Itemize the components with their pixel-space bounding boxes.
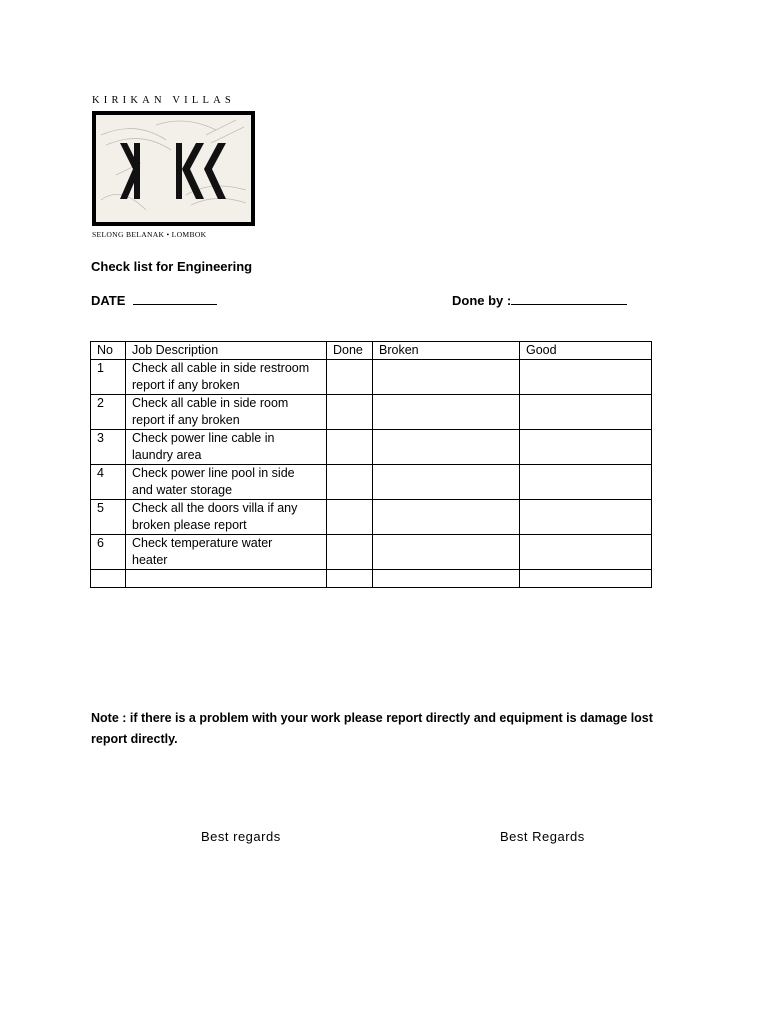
document-title: Check list for Engineering (91, 259, 253, 274)
header-job-description: Job Description (126, 342, 327, 360)
description-line: Check temperature water (132, 536, 273, 550)
table-row (91, 465, 652, 500)
row-number: 1 (91, 360, 126, 395)
broken-cell[interactable] (373, 535, 520, 570)
row-description (126, 465, 327, 500)
broken-cell[interactable] (373, 500, 520, 535)
done-by-label: Done by : (452, 293, 512, 308)
checklist-table (90, 341, 652, 588)
row-number: 4 (91, 465, 126, 500)
description-line: Check power line cable in (132, 431, 275, 445)
broken-cell[interactable] (373, 395, 520, 430)
table-row (91, 430, 652, 465)
broken-cell[interactable] (373, 360, 520, 395)
signature-left: Best regards (201, 829, 281, 844)
description-line: Check power line pool in side (132, 466, 295, 480)
empty-cell[interactable] (373, 570, 520, 588)
row-number: 6 (91, 535, 126, 570)
row-description (126, 430, 327, 465)
row-number: 5 (91, 500, 126, 535)
done-cell[interactable] (327, 395, 373, 430)
description-line: Check all cable in side room (132, 396, 289, 410)
good-cell[interactable] (520, 360, 652, 395)
good-cell[interactable] (520, 395, 652, 430)
description-line: report if any broken (132, 378, 240, 392)
description-line: report if any broken (132, 413, 240, 427)
description-line: Check all the doors villa if any (132, 501, 298, 515)
good-cell[interactable] (520, 500, 652, 535)
empty-cell[interactable] (91, 570, 126, 588)
row-description (126, 395, 327, 430)
description-line: broken please report (132, 518, 247, 532)
done-cell[interactable] (327, 500, 373, 535)
table-row (91, 395, 652, 430)
good-cell[interactable] (520, 535, 652, 570)
table-row-empty (91, 570, 652, 588)
done-cell[interactable] (327, 535, 373, 570)
logo-bottom-text: SELONG BELANAK • LOMBOK (92, 230, 207, 239)
description-line: heater (132, 553, 168, 567)
done-by-blank-line (511, 292, 627, 305)
description-line: laundry area (132, 448, 202, 462)
table-row (91, 360, 652, 395)
row-number: 2 (91, 395, 126, 430)
kirikan-logo-icon (92, 111, 255, 226)
header-done: Done (327, 342, 373, 360)
logo-top-text: KIRIKAN VILLAS (92, 95, 235, 106)
good-cell[interactable] (520, 430, 652, 465)
header-no: No (91, 342, 126, 360)
header-good: Good (520, 342, 652, 360)
row-description (126, 535, 327, 570)
date-field (91, 292, 217, 308)
table-row (91, 500, 652, 535)
done-cell[interactable] (327, 465, 373, 500)
row-number: 3 (91, 430, 126, 465)
description-line: Check all cable in side restroom (132, 361, 310, 375)
table-header-row (91, 342, 652, 360)
table-row (91, 535, 652, 570)
empty-cell[interactable] (327, 570, 373, 588)
date-label: DATE (91, 293, 126, 308)
done-by-field (452, 292, 627, 308)
date-blank-line (133, 292, 217, 305)
signature-right: Best Regards (500, 829, 585, 844)
empty-cell[interactable] (520, 570, 652, 588)
broken-cell[interactable] (373, 430, 520, 465)
empty-cell[interactable] (126, 570, 327, 588)
broken-cell[interactable] (373, 465, 520, 500)
done-cell[interactable] (327, 430, 373, 465)
good-cell[interactable] (520, 465, 652, 500)
note-text: Note : if there is a problem with your work please report directly and equipment is damage lost report directly. (91, 711, 653, 746)
done-cell[interactable] (327, 360, 373, 395)
header-broken: Broken (373, 342, 520, 360)
row-description (126, 360, 327, 395)
description-line: and water storage (132, 483, 233, 497)
row-description (126, 500, 327, 535)
